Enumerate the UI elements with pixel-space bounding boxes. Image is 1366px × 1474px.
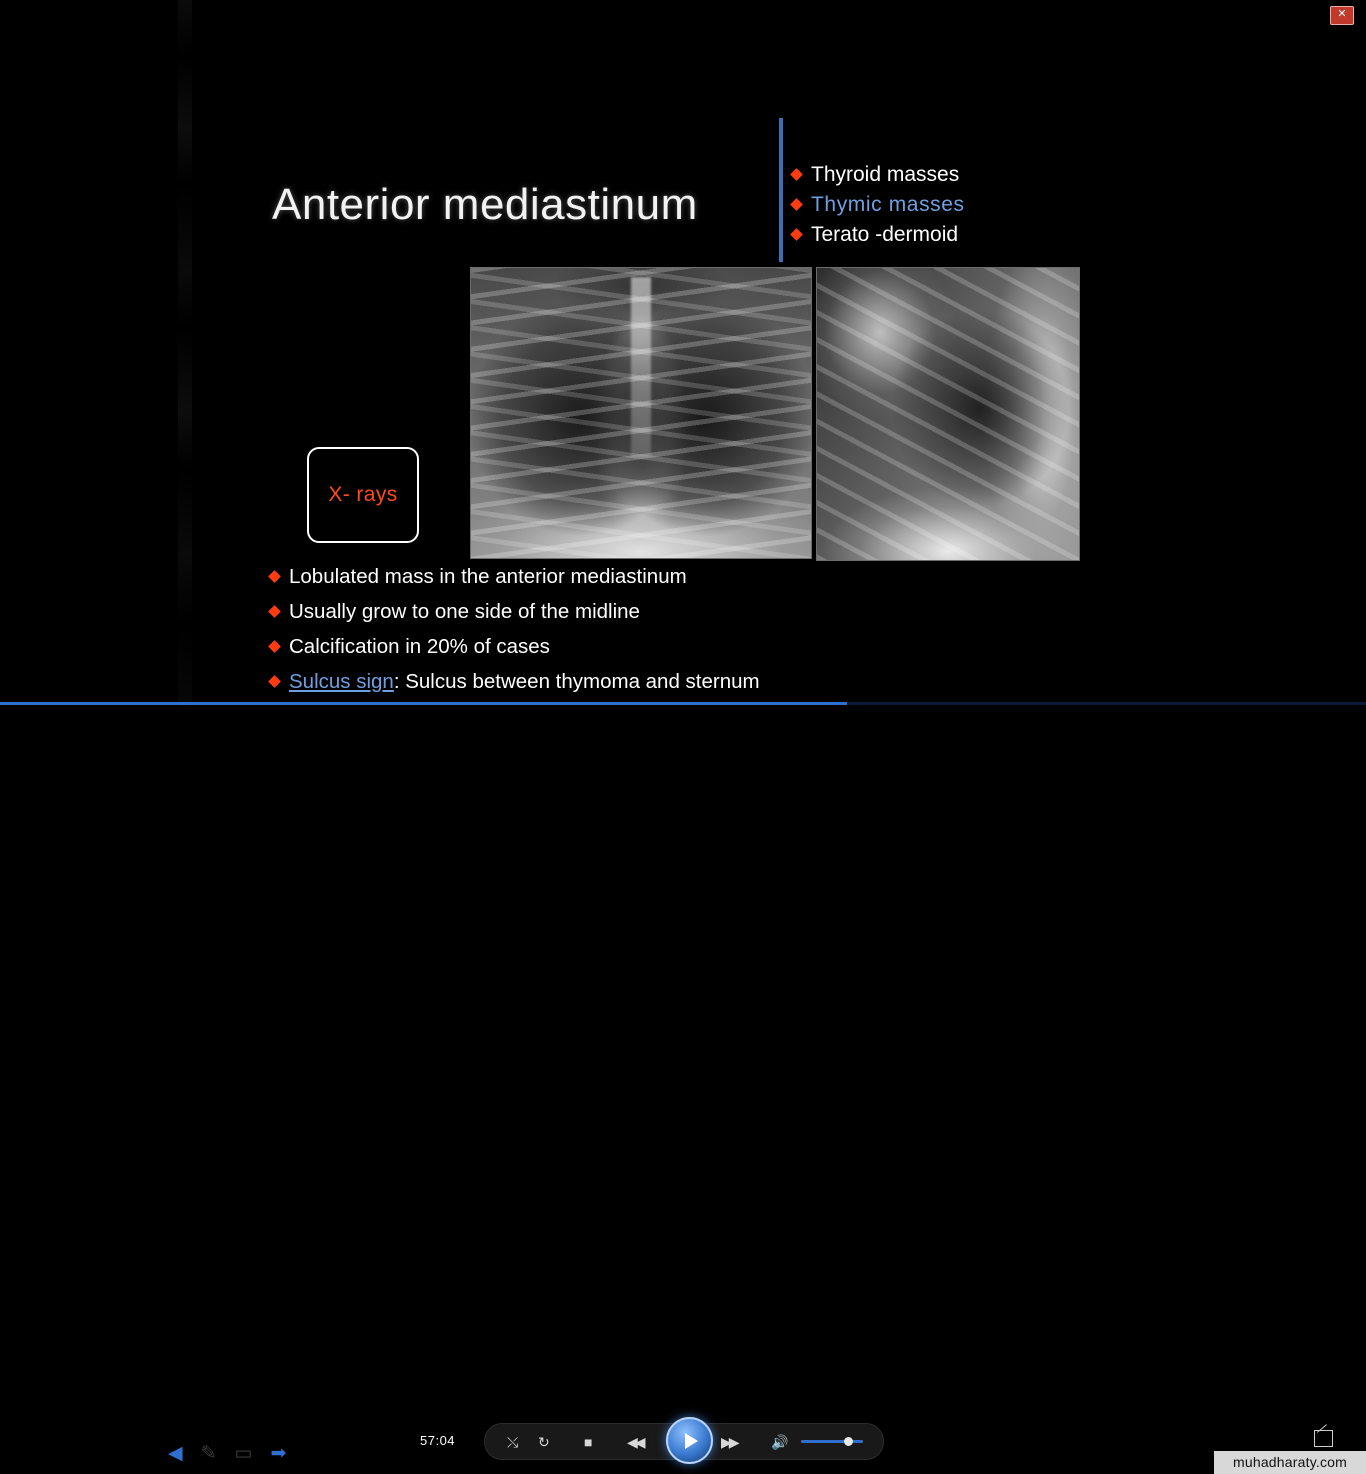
list-item bbox=[792, 223, 1122, 247]
diamond-bullet-icon bbox=[790, 198, 803, 211]
list-item-label bbox=[289, 670, 760, 694]
video-left-artifact bbox=[178, 0, 192, 710]
radiograph-ribs bbox=[817, 268, 1079, 560]
slide-navigation-group bbox=[168, 1444, 286, 1463]
vertical-divider bbox=[779, 118, 783, 262]
volume-knob[interactable] bbox=[844, 1437, 853, 1446]
diamond-bullet-icon bbox=[790, 228, 803, 241]
diamond-bullet-icon bbox=[268, 605, 281, 618]
list-item-label: Thyroid masses bbox=[811, 163, 960, 186]
next-slide-icon[interactable]: ➡ bbox=[270, 1443, 287, 1464]
list-item-label: Usually grow to one side of the midline bbox=[289, 600, 640, 623]
volume-icon[interactable]: 🔊 bbox=[771, 1433, 789, 1450]
play-icon bbox=[685, 1433, 698, 1449]
rewind-icon[interactable]: ◀◀ bbox=[627, 1433, 643, 1450]
list-item bbox=[270, 565, 1170, 589]
list-item bbox=[792, 193, 1122, 217]
chest-xray-lateral-image bbox=[816, 267, 1080, 561]
fast-forward-icon[interactable]: ▶▶ bbox=[721, 1433, 737, 1450]
volume-slider[interactable] bbox=[801, 1440, 863, 1443]
previous-slide-icon[interactable]: ◀ bbox=[168, 1443, 183, 1464]
list-item bbox=[792, 163, 1122, 187]
list-item-label: Calcification in 20% of cases bbox=[289, 635, 550, 658]
close-button[interactable]: ✕ bbox=[1330, 6, 1354, 25]
repeat-icon[interactable]: ↻ bbox=[538, 1433, 550, 1450]
play-button[interactable] bbox=[666, 1417, 713, 1464]
fullscreen-icon[interactable] bbox=[1314, 1430, 1333, 1447]
shuffle-icon[interactable]: ⤯ bbox=[507, 1433, 519, 1450]
list-item-label: Terato -dermoid bbox=[811, 223, 959, 246]
playback-progress-bar[interactable] bbox=[0, 702, 1366, 705]
list-item-suffix: : Sulcus between thymoma and sternum bbox=[393, 670, 760, 693]
notes-icon[interactable]: ▭ bbox=[234, 1443, 253, 1464]
transport-controls bbox=[484, 1423, 884, 1460]
xray-callout-label: X- rays bbox=[328, 483, 398, 506]
list-item-label: Thymic masses bbox=[811, 193, 965, 216]
anterior-mediastinum-causes-list bbox=[792, 163, 1122, 253]
player-controls-bar bbox=[0, 706, 1366, 1470]
page-title: Anterior mediastinum bbox=[272, 180, 698, 229]
stop-icon[interactable]: ■ bbox=[584, 1433, 593, 1450]
diamond-bullet-icon bbox=[790, 168, 803, 181]
timecode-label: 57:04 bbox=[420, 1433, 456, 1448]
list-item bbox=[270, 670, 1170, 694]
site-watermark: muhadharaty.com bbox=[1214, 1451, 1366, 1474]
pen-icon[interactable]: ✎ bbox=[200, 1443, 217, 1464]
sulcus-sign-link: Sulcus sign bbox=[289, 670, 394, 693]
thymoma-features-list bbox=[270, 565, 1170, 705]
diamond-bullet-icon bbox=[268, 570, 281, 583]
diamond-bullet-icon bbox=[268, 675, 281, 688]
playback-progress-fill bbox=[0, 702, 847, 705]
chest-xray-frontal-image bbox=[470, 267, 812, 559]
xray-callout-box bbox=[307, 447, 419, 543]
radiograph-spine bbox=[631, 277, 651, 457]
list-item-label: Lobulated mass in the anterior mediastinum bbox=[289, 565, 687, 588]
diamond-bullet-icon bbox=[268, 640, 281, 653]
list-item bbox=[270, 635, 1170, 659]
list-item bbox=[270, 600, 1170, 624]
